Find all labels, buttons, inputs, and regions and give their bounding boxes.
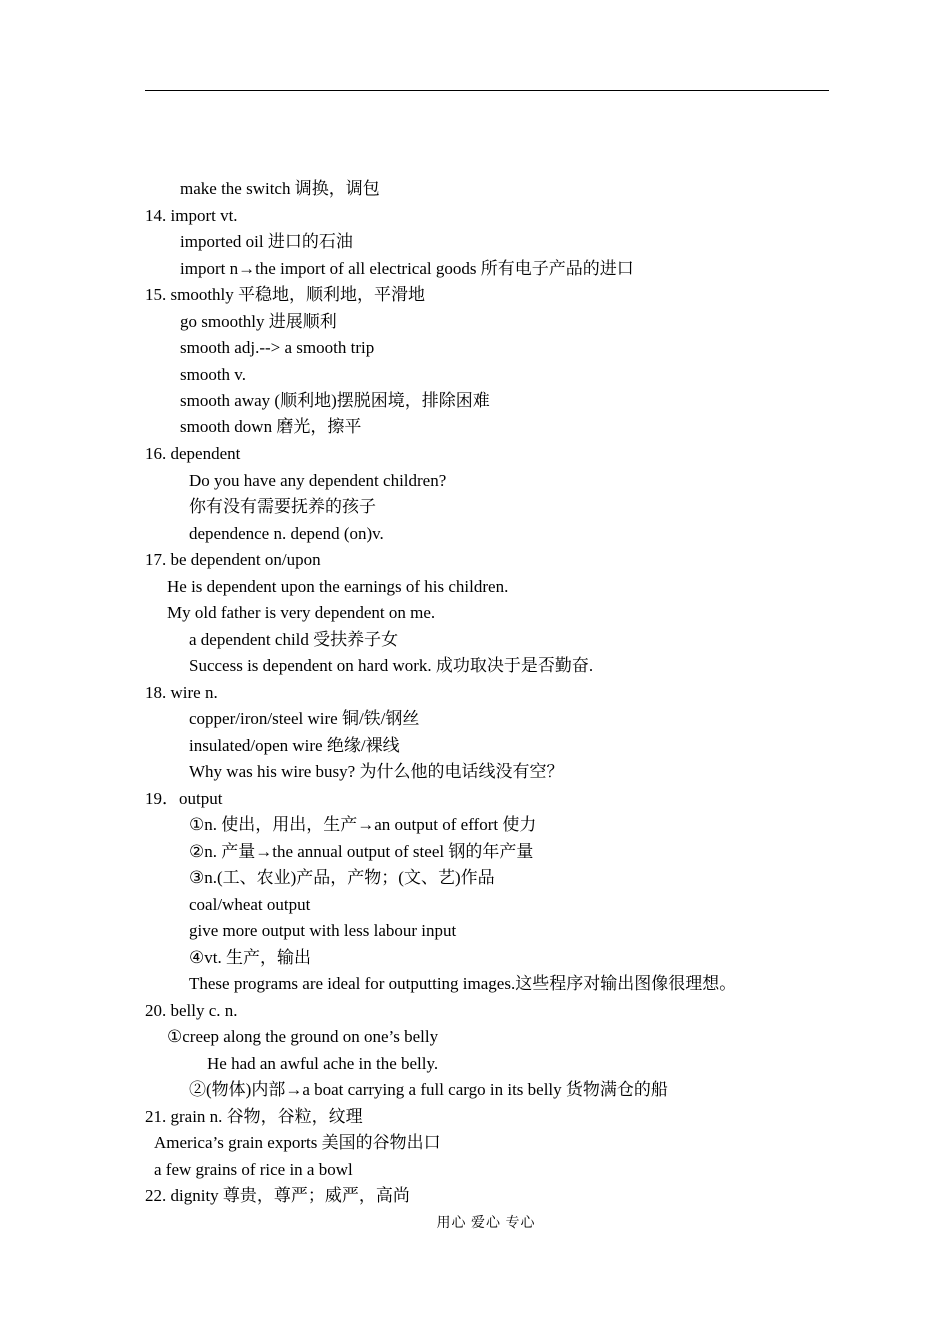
entry-line: make the switch 调换，调包 xyxy=(180,179,380,198)
entry-line: Do you have any dependent children? xyxy=(189,471,447,490)
entry-heading: 21. grain n. 谷物，谷粒，纹理 xyxy=(145,1107,363,1126)
entry-line: ①creep along the ground on one’s belly xyxy=(167,1027,439,1046)
entry-heading: 14. import vt. xyxy=(145,206,238,225)
entry-line: ④vt. 生产，输出 xyxy=(189,948,311,967)
entry-line: ②n. 产量→the annual output of steel 钢的年产量 xyxy=(189,842,534,861)
entry-line: ②(物体)内部→a boat carrying a full cargo in its belly 货物满仓的船 xyxy=(189,1080,668,1099)
entry-line: smooth away (顺利地)摆脱困境，排除困难 xyxy=(180,391,490,410)
entry-line: Success is dependent on hard work. 成功取决于是否勤奋. xyxy=(189,656,594,675)
entry-line: copper/iron/steel wire 铜/铁/钢丝 xyxy=(189,709,420,728)
entry-line: go smoothly 进展顺利 xyxy=(180,312,337,331)
entry-line: give more output with less labour input xyxy=(189,921,457,940)
entry-heading: 20. belly c. n. xyxy=(145,1001,238,1020)
entry-line: a dependent child 受扶养子女 xyxy=(189,630,399,649)
entry-heading: 19．output xyxy=(145,789,223,808)
header-rule xyxy=(145,90,829,91)
entry-line: These programs are ideal for outputting images.这些程序对输出图像很理想。 xyxy=(189,974,737,993)
entry-line: Why was his wire busy? 为什么他的电话线没有空？ xyxy=(189,762,564,781)
entry-heading: 22. dignity 尊贵，尊严；威严，高尚 xyxy=(145,1186,410,1205)
entry-line: 你有没有需要抚养的孩子 xyxy=(189,497,376,516)
page-footer: 用心 爱心 专心 xyxy=(436,1216,536,1231)
entry-line: smooth v. xyxy=(180,365,246,384)
entry-line: ①n. 使出，用出，生产→an output of effort 使力 xyxy=(189,815,537,834)
entry-line: He is dependent upon the earnings of his children. xyxy=(167,577,509,596)
entry-heading: 17. be dependent on/upon xyxy=(145,550,321,569)
entry-line: insulated/open wire 绝缘/裸线 xyxy=(189,736,400,755)
entry-line: smooth down 磨光，擦平 xyxy=(180,417,362,436)
entry-line: dependence n. depend (on)v. xyxy=(189,524,384,543)
entry-line: import n→the import of all electrical goods 所有电子产品的进口 xyxy=(180,259,634,278)
entry-line: ③n.(工、农业)产品，产物；(文、艺)作品 xyxy=(189,868,495,887)
entry-line: smooth adj.--> a smooth trip xyxy=(180,338,375,357)
entry-heading: 18. wire n. xyxy=(145,683,218,702)
entry-heading: 15. smoothly 平稳地，顺利地，平滑地 xyxy=(145,285,426,304)
entry-line: America’s grain exports 美国的谷物出口 xyxy=(154,1133,441,1152)
entry-heading: 16. dependent xyxy=(145,444,241,463)
entry-line: coal/wheat output xyxy=(189,895,311,914)
entry-line: He had an awful ache in the belly. xyxy=(207,1054,439,1073)
entry-line: My old father is very dependent on me. xyxy=(167,603,436,622)
entry-line: a few grains of rice in a bowl xyxy=(154,1160,353,1179)
entry-line: imported oil 进口的石油 xyxy=(180,232,353,251)
